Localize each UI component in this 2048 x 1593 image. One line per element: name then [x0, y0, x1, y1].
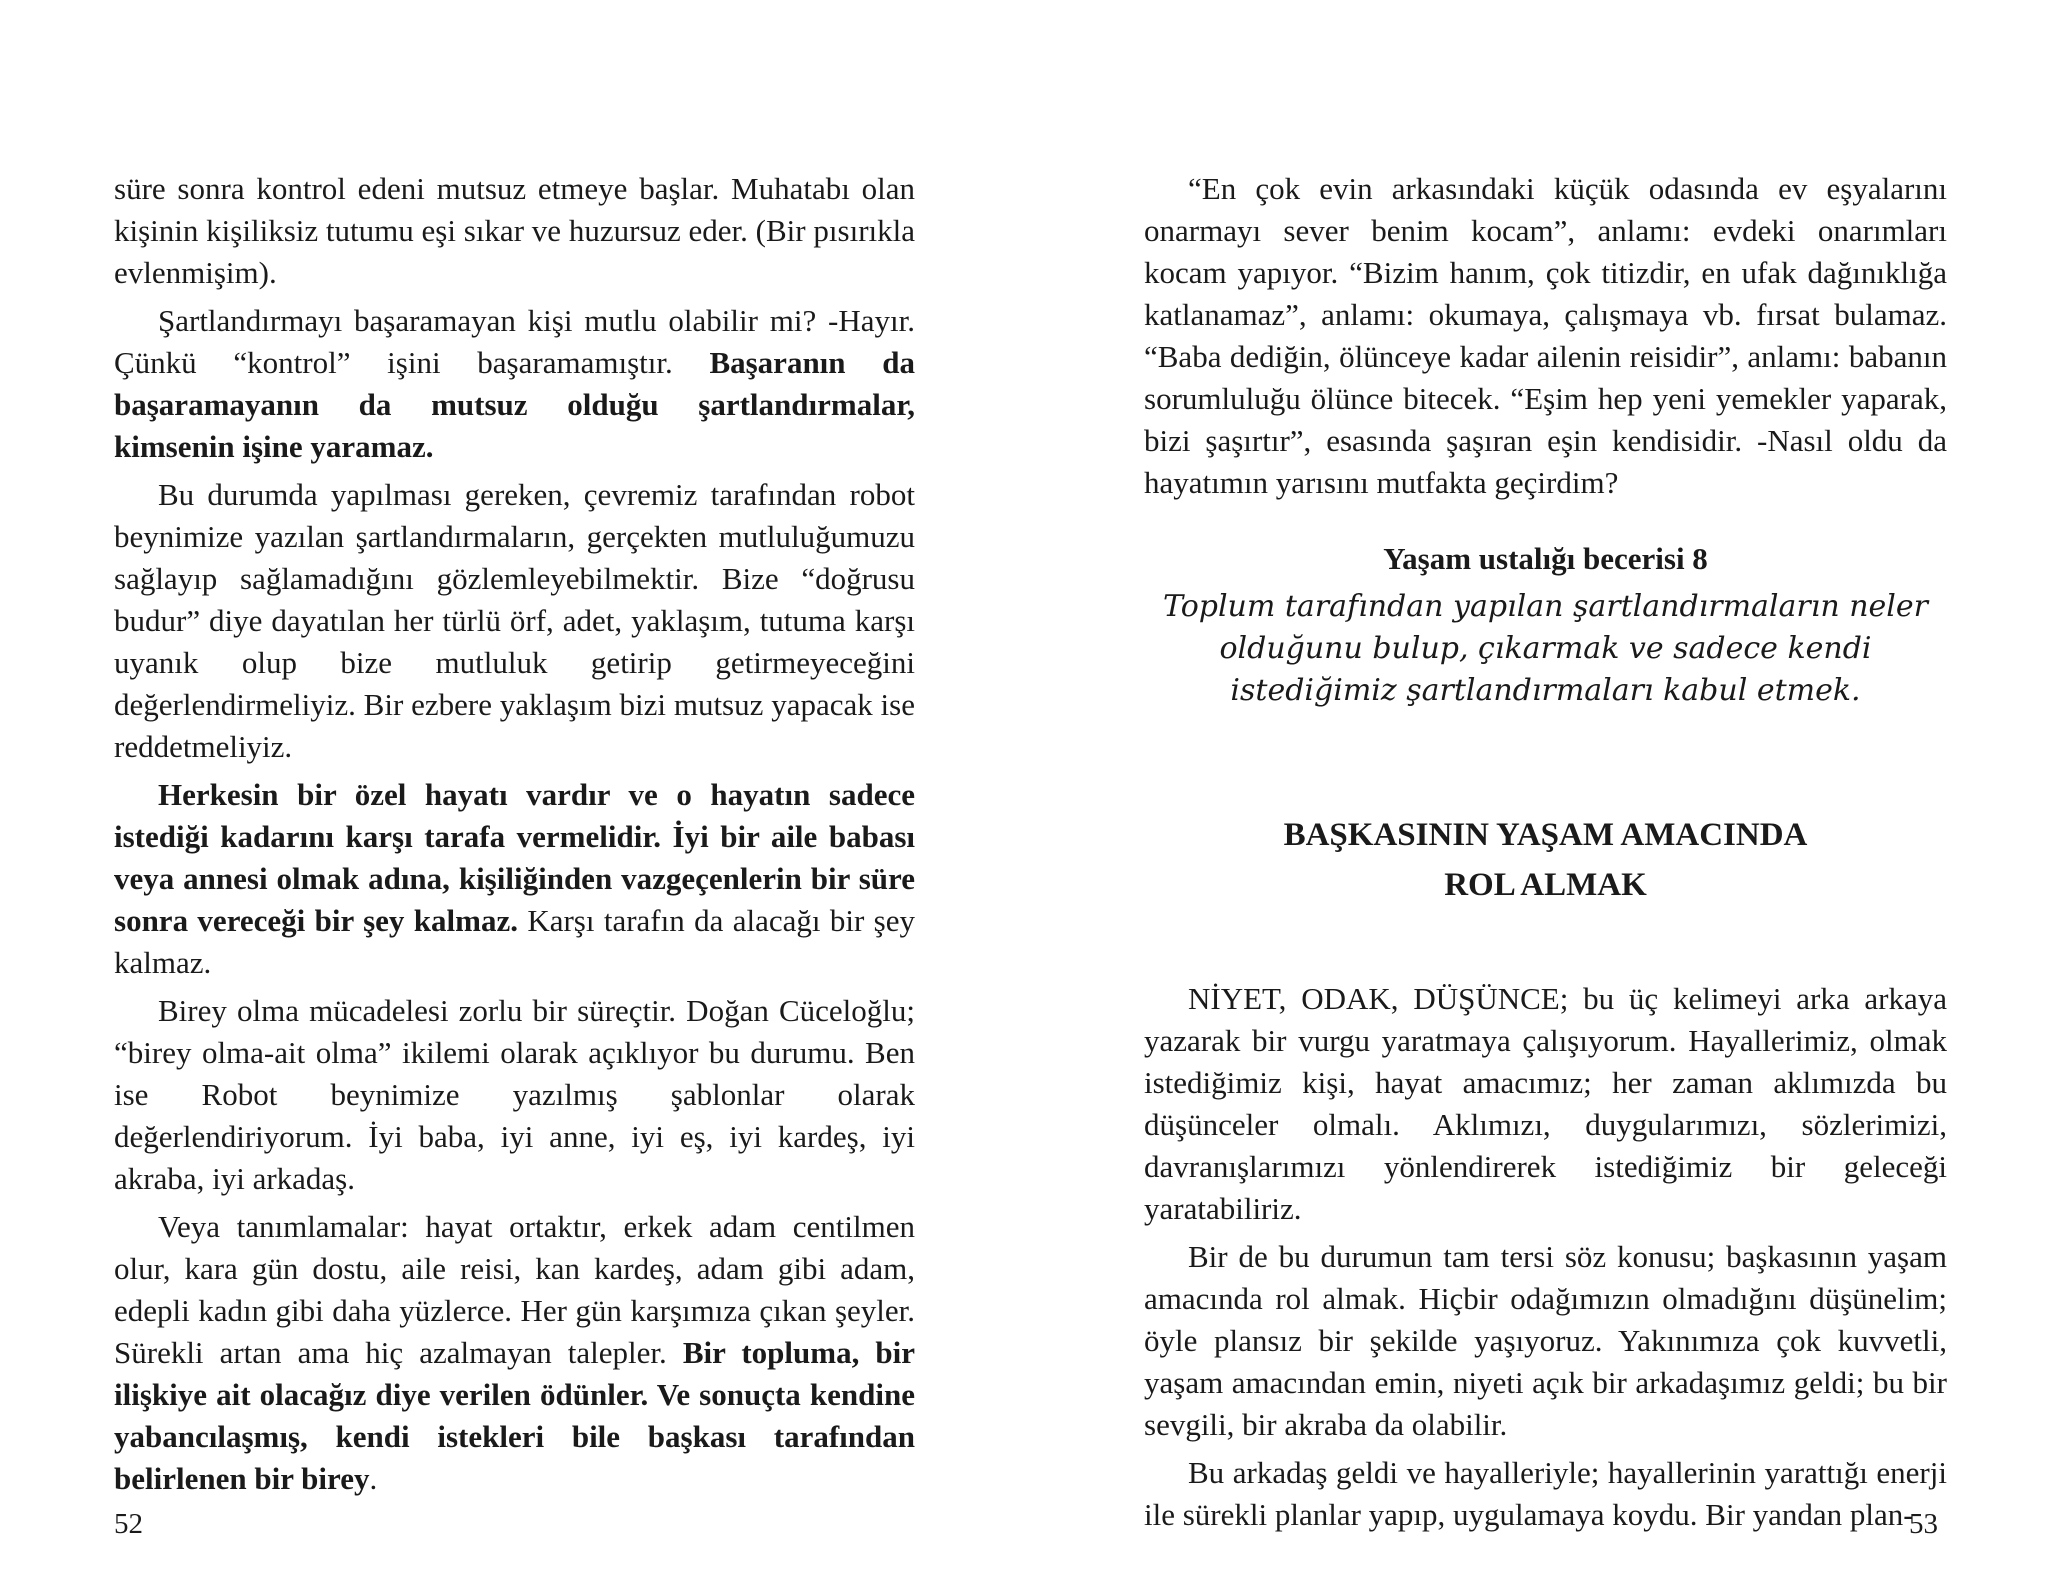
- body-paragraph: Bu arkadaş geldi ve hayalleriyle; hayallerinin yarattığı enerji ile sürekli planlar yapıp, uygulamaya koydu. Bir yandan plan-: [1144, 1455, 1947, 1532]
- skill-title: Yaşam ustalığı becerisi 8: [1383, 541, 1708, 576]
- bold-text-segment: Herkesin bir özel hayatı vardır ve o hayatın sadece istediği kadarını karşı tarafa vermelidir. İyi bir aile babası veya annesi olmak adına, kişiliğinden vazgeçenlerin bir süre sonra vereceği bir şey kalmaz.: [114, 777, 915, 938]
- text-segment: Birey olma mücadelesi zorlu bir süreçtir. Doğan Cüceloğlu; “birey olma-ait olma” ikilemi olarak açıklıyor bu durumu. Ben ise Robot beynimize yazılmış şablonlar olarak değerlendiriyorum. İyi baba, iyi anne, iyi eş, iyi kardeş, iyi akraba, iyi arkadaş.: [114, 993, 915, 1196]
- text-segment: .: [369, 1461, 378, 1496]
- section-heading: [1144, 810, 1947, 910]
- section-heading-line-2: ROL ALMAK: [1444, 867, 1647, 903]
- left-page-text: [114, 168, 915, 1506]
- text-segment: Bu durumda yapılması gereken, çevremiz tarafından robot beynimize yazılan şartlandırmaların, gerçekten mutluluğumuzu sağlayıp sağlamadığını gözlemleyebilmektir. Bize “doğrusu budur” diye dayatılan her türlü örf, adet, yaklaşım, tutuma karşı uyanık olup bize mutluluk getirip getirmeyeceğini değerlendirmeliyiz. Bir ezbere yaklaşım bizi mutsuz yapacak ise reddetmeliyiz.: [114, 477, 915, 764]
- body-paragraph: [114, 168, 915, 294]
- body-paragraph: [114, 300, 915, 468]
- right-page-text: [1144, 168, 1947, 1542]
- body-paragraph: [114, 1206, 915, 1500]
- text-segment: süre sonra kontrol edeni mutsuz etmeye başlar. Muhatabı olan kişinin kişiliksiz tutumu eşi sıkar ve huzursuz eder. (Bir pısırıkla evlenmişim).: [114, 171, 915, 290]
- skill-text: Toplum tarafından yapılan şartlandırmaların neler olduğunu bulup, çıkarmak ve sadece kendi istediğimiz şartlandırmaları kabul etmek.: [1163, 589, 1928, 708]
- intro-paragraph: “En çok evin arkasındaki küçük odasında ev eşyalarını onarmayı sever benim kocam”, anlamı: evdeki onarımları kocam yapıyor. “Bizim hanım, çok titizdir, en ufak dağınıklığa katlanamaz”, anlamı: okumaya, çalışmaya vb. fırsat bulamaz. “Baba dediğin, ölünceye kadar ailenin reisidir”, anlamı: babanın sorumluluğu ölünce bitecek. “Eşim hep yeni yemekler yaparak, bizi şaşırtır”, esasında şaşıran eşin kendisidir. -Nasıl oldu da hayatımın yarısını mutfakta geçirdim?: [1144, 171, 1947, 500]
- text-segment: Karşı tarafın da alacağı bir şey kalmaz.: [114, 903, 915, 980]
- body-paragraph: [114, 774, 915, 984]
- bold-text-segment: Bir topluma, bir ilişkiye ait olacağız diye verilen ödünler. Ve sonuçta kendine yabancılaşmış, kendi istekleri bile başkası tarafından belirlenen bir birey: [114, 1335, 916, 1496]
- text-segment: Veya tanımlamalar: hayat ortaktır, erkek adam centilmen olur, kara gün dostu, aile reisi, kan kardeş, adam gibi adam, edepli kadın gibi daha yüzlerce. Her gün karşımıza çıkan şeyler. Sürekli artan ama hiç azalmayan talepler.: [114, 1209, 915, 1370]
- body-paragraph: Bir de bu durumun tam tersi söz konusu; başkasının yaşam amacında rol almak. Hiçbir odağımızın olmadığını düşünelim; öyle plansız bir şekilde yaşıyoruz. Yakınımıza çok kuvvetli, yaşam amacından emin, niyeti açık bir arkadaşımız geldi; bu bir sevgili, bir akraba da olabilir.: [1144, 1239, 1947, 1442]
- body-paragraph: [114, 474, 915, 768]
- section-heading-line-1: BAŞKASININ YAŞAM AMACINDA: [1283, 817, 1808, 853]
- bold-text-segment: Başaranın da başaramayanın da mutsuz olduğu şartlandırmalar, kimsenin işine yaramaz.: [114, 345, 915, 464]
- body-paragraph: [114, 990, 915, 1200]
- text-segment: Şartlandırmayı başaramayan kişi mutlu olabilir mi? -Hayır. Çünkü “kontrol” işini başaramamıştır.: [114, 303, 915, 380]
- page-number-right: 53: [1909, 1508, 1938, 1540]
- right-page: [1024, 0, 2048, 1593]
- body-paragraph: NİYET, ODAK, DÜŞÜNCE; bu üç kelimeyi arka arkaya yazarak bir vurgu yaratmaya çalışıyorum. Hayallerimiz, olmak istediğimiz kişi, hayat amacımız; her zaman aklımızda bu düşünceler olmalı. Aklımızı, duygularımızı, sözlerimizi, davranışlarımızı yönlendirerek istediğimiz bir geleceği yaratabiliriz.: [1144, 981, 1947, 1226]
- page-number-left: 52: [114, 1508, 143, 1540]
